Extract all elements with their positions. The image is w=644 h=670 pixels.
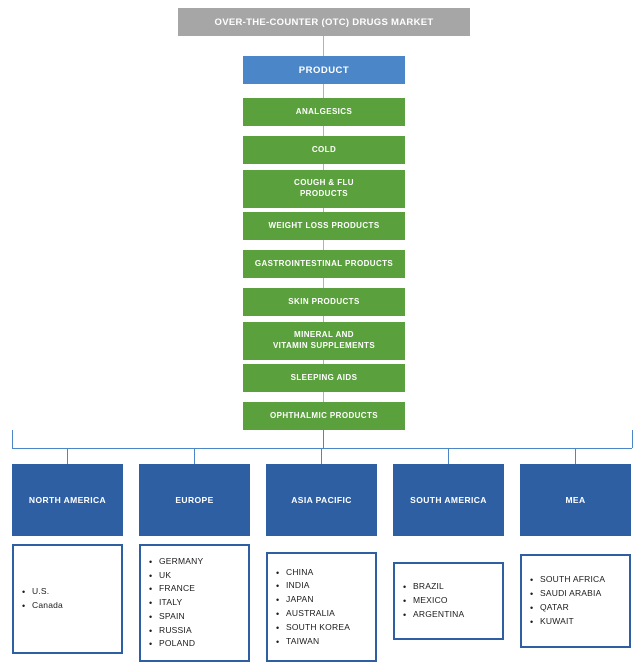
country-item: • CHINA (286, 566, 375, 580)
region-header-box: EUROPE (139, 464, 250, 536)
country-list (14, 585, 121, 613)
connector-title-to-product (323, 36, 324, 56)
country-item: • FRANCE (159, 582, 248, 596)
connector-product-1 (323, 84, 324, 98)
region-drop-south-america (448, 448, 449, 464)
connector-product-9 (323, 392, 324, 402)
connector-product-2 (323, 126, 324, 136)
region-drop-europe (194, 448, 195, 464)
country-list-box (139, 544, 250, 662)
country-item: • INDIA (286, 579, 375, 593)
country-item: • TAIWAN (286, 635, 375, 649)
region-header-box: NORTH AMERICA (12, 464, 123, 536)
country-item: • AUSTRALIA (286, 607, 375, 621)
country-list (522, 573, 629, 628)
product-box: OPHTHALMIC PRODUCTS (243, 402, 405, 430)
region-bracket (12, 448, 632, 449)
country-item: • GERMANY (159, 555, 248, 569)
country-item: • ITALY (159, 596, 248, 610)
country-item: • ARGENTINA (413, 608, 502, 622)
diagram-title: OVER-THE-COUNTER (OTC) DRUGS MARKET (178, 8, 470, 36)
country-list-box (520, 554, 631, 648)
country-item: • SOUTH AFRICA (540, 573, 629, 587)
product-box: COUGH & FLU PRODUCTS (243, 170, 405, 208)
country-list (141, 555, 248, 651)
country-list-box (393, 562, 504, 640)
connector-product-6 (323, 278, 324, 288)
segment-product-box: PRODUCT (243, 56, 405, 84)
product-box: SKIN PRODUCTS (243, 288, 405, 316)
region-header-box: MEA (520, 464, 631, 536)
country-item: • UK (159, 569, 248, 583)
product-box: ANALGESICS (243, 98, 405, 126)
connector-products-to-regions (323, 430, 324, 448)
country-item: • SOUTH KOREA (286, 621, 375, 635)
country-item: • RUSSIA (159, 624, 248, 638)
country-list (268, 566, 375, 649)
country-item: • KUWAIT (540, 615, 629, 629)
region-drop-asia-pacific (321, 448, 322, 464)
country-list-box (266, 552, 377, 662)
country-item: • Canada (32, 599, 121, 613)
country-item: • POLAND (159, 637, 248, 651)
country-list (395, 580, 502, 621)
product-box: MINERAL AND VITAMIN SUPPLEMENTS (243, 322, 405, 360)
country-item: • JAPAN (286, 593, 375, 607)
country-item: • SPAIN (159, 610, 248, 624)
country-list-box (12, 544, 123, 654)
region-header-box: SOUTH AMERICA (393, 464, 504, 536)
region-bracket-left-end (12, 430, 13, 448)
region-drop-north-america (67, 448, 68, 464)
connector-product-5 (323, 240, 324, 250)
product-box: GASTROINTESTINAL PRODUCTS (243, 250, 405, 278)
country-item: • BRAZIL (413, 580, 502, 594)
country-item: • SAUDI ARABIA (540, 587, 629, 601)
region-drop-mea (575, 448, 576, 464)
region-bracket-right-end (632, 430, 633, 448)
product-box: SLEEPING AIDS (243, 364, 405, 392)
country-item: • U.S. (32, 585, 121, 599)
product-box: COLD (243, 136, 405, 164)
country-item: • MEXICO (413, 594, 502, 608)
product-box: WEIGHT LOSS PRODUCTS (243, 212, 405, 240)
region-header-box: ASIA PACIFIC (266, 464, 377, 536)
country-item: • QATAR (540, 601, 629, 615)
